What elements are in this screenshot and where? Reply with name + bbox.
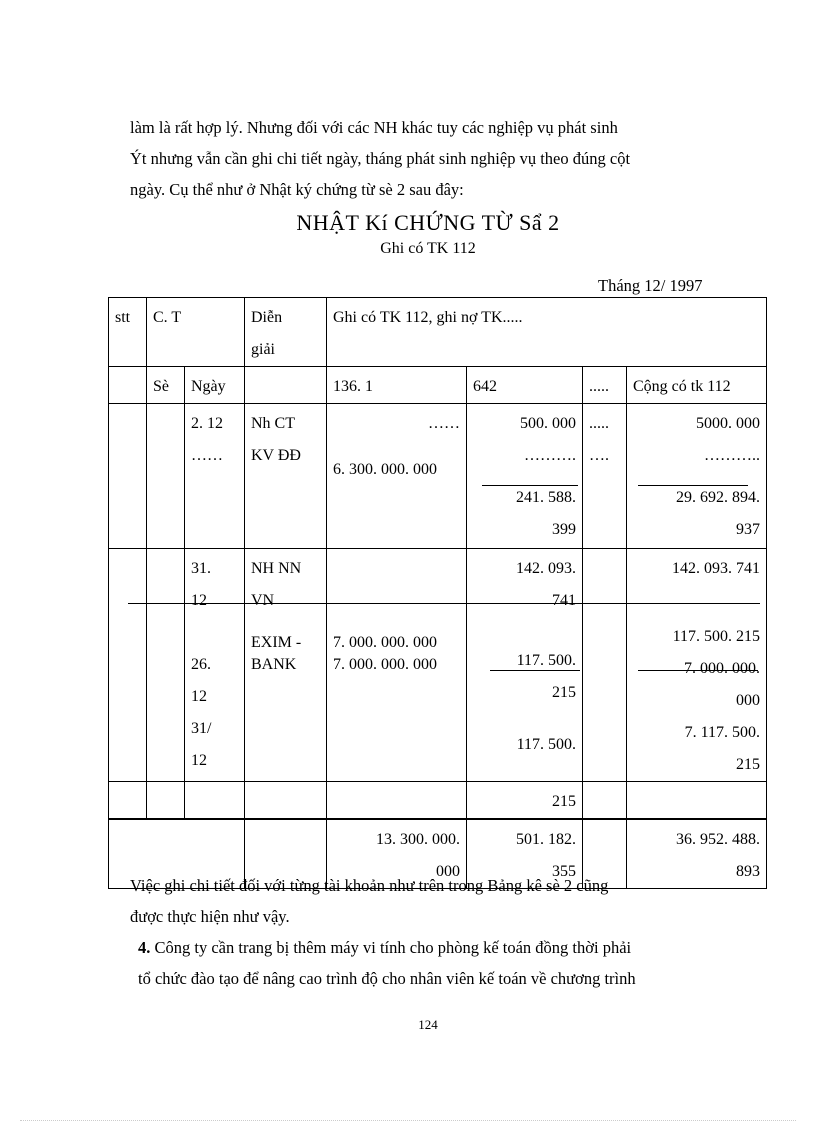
subtotal-line-642 bbox=[482, 485, 578, 486]
row1-642-b: ………. bbox=[524, 447, 576, 464]
row3-642 bbox=[467, 617, 583, 782]
row2-ngay bbox=[185, 549, 245, 618]
total-cong-a: 36. 952. 488. bbox=[676, 831, 760, 848]
row1-136-1-a: …… bbox=[428, 415, 460, 432]
row3-cong-a: 117. 500. 215 bbox=[672, 628, 760, 645]
row1-642-c: 241. 588. bbox=[516, 489, 576, 506]
row1-642-a: 500. 000 bbox=[520, 415, 576, 432]
row1-cong-b: ……….. bbox=[704, 447, 760, 464]
total-642-a: 501. 182. bbox=[516, 831, 576, 848]
row3-cong-e: 215 bbox=[736, 756, 760, 773]
subtotal-line-exim-642 bbox=[490, 670, 580, 671]
row3-642-a: 117. 500. bbox=[516, 652, 576, 669]
header-ct: C. T bbox=[147, 298, 245, 367]
row3-cong bbox=[627, 617, 767, 782]
header-giai: giải bbox=[251, 341, 275, 358]
row1-cong-c: 29. 692. 894. bbox=[676, 489, 760, 506]
row3-ngay bbox=[185, 617, 245, 782]
row2-642-b: 741 bbox=[552, 592, 576, 609]
header-dien-giai bbox=[245, 298, 327, 367]
intro-paragraph bbox=[130, 112, 718, 205]
total-cong-b: 893 bbox=[736, 863, 760, 880]
row2-642-a: 142. 093. bbox=[516, 560, 576, 577]
header-ghi-co: Ghi có TK 112, ghi nợ TK..... bbox=[327, 298, 767, 367]
row3-642-d: 215 bbox=[552, 793, 576, 810]
row1-dien-giai bbox=[245, 404, 327, 549]
row3-136-1-b: 7. 000. 000. 000 bbox=[333, 656, 437, 673]
row3-ngay-3: 31/ bbox=[191, 720, 212, 737]
row-nhct bbox=[109, 404, 767, 549]
row3-136-1 bbox=[327, 617, 467, 782]
row-exim bbox=[109, 617, 767, 782]
row3-136-1-a: 7. 000. 000. 000 bbox=[333, 634, 437, 651]
total-642-b: 355 bbox=[552, 863, 576, 880]
header-642: 642 bbox=[467, 367, 583, 404]
header-row-2 bbox=[109, 367, 767, 404]
row3-cong-b: 7. 000. 000. bbox=[684, 660, 760, 677]
total-136-1-b: 000 bbox=[436, 863, 460, 880]
row2-dien-giai bbox=[245, 549, 327, 618]
row-nhnn bbox=[109, 549, 767, 618]
intro-line-3: ngày. Cụ thể như ở Nhật ký chứng từ sè 2 sau đây: bbox=[130, 180, 464, 199]
subtotal-line-exim-cong bbox=[638, 670, 758, 671]
row3-642-c: 117. 500. bbox=[516, 736, 576, 753]
total-136-1-a: 13. 300. 000. bbox=[376, 831, 460, 848]
after-line-1: Việc ghi chi tiết đối với từng tài khoản như trên trong Bảng kê sè 2 cũng bbox=[130, 876, 609, 895]
row3-642-b: 215 bbox=[552, 684, 576, 701]
after-paragraph bbox=[130, 870, 718, 994]
row1-136-1 bbox=[327, 404, 467, 549]
page-number: 124 bbox=[418, 1017, 438, 1032]
after-line-2: được thực hiện như vậy. bbox=[130, 907, 290, 926]
row1-642-d: 399 bbox=[552, 521, 576, 538]
page-bottom-rule bbox=[20, 1120, 796, 1121]
row3-cong-c: 000 bbox=[736, 692, 760, 709]
row3-ngay-2: 12 bbox=[191, 688, 207, 705]
row1-dots-b: …. bbox=[589, 447, 609, 464]
row2-ngay-1: 31. bbox=[191, 560, 211, 577]
row3-dien-giai bbox=[245, 617, 327, 782]
row-extra bbox=[109, 782, 767, 820]
row3-dien-2: BANK bbox=[251, 656, 297, 673]
row-extra-642 bbox=[467, 782, 583, 820]
row1-ngay bbox=[185, 404, 245, 549]
row2-642 bbox=[467, 549, 583, 618]
document-title: NHẬT Kí CHỨNG TỪ Sẩ 2 bbox=[296, 210, 560, 235]
header-dien: Diễn bbox=[251, 309, 283, 326]
after-line-4: tổ chức đào tạo để nâng cao trình độ cho nhân viên kế toán về chương trình bbox=[138, 969, 636, 988]
header-cong-co: Cộng có tk 112 bbox=[627, 367, 767, 404]
row1-cong-a: 5000. 000 bbox=[696, 415, 760, 432]
row2-cong bbox=[627, 549, 767, 618]
row1-dien-1: Nh CT bbox=[251, 415, 295, 432]
divider-line bbox=[128, 603, 760, 604]
row1-dots bbox=[583, 404, 627, 549]
row2-cong-a: 142. 093. 741 bbox=[672, 560, 760, 577]
row1-dien-2: KV ĐĐ bbox=[251, 447, 301, 464]
row3-cong-d: 7. 117. 500. bbox=[684, 724, 760, 741]
row2-dien-2: VN bbox=[251, 592, 275, 609]
header-ngay: Ngày bbox=[185, 367, 245, 404]
header-stt: stt bbox=[109, 298, 147, 367]
journal-table bbox=[108, 297, 767, 889]
subtotal-line-cong bbox=[638, 485, 748, 486]
row1-642 bbox=[467, 404, 583, 549]
row3-ngay-4: 12 bbox=[191, 752, 207, 769]
intro-line-1: làm là rất hợp lý. Nhưng đối với các NH khác tuy các nghiệp vụ phát sinh bbox=[130, 118, 618, 137]
row2-dien-1: NH NN bbox=[251, 560, 302, 577]
header-136-1: 136. 1 bbox=[327, 367, 467, 404]
header-row-1 bbox=[109, 298, 767, 367]
item-number: 4. bbox=[138, 938, 151, 957]
row1-cong-d: 937 bbox=[736, 521, 760, 538]
document-subtitle: Ghi có TK 112 bbox=[380, 240, 476, 257]
row3-ngay-1: 26. bbox=[191, 656, 211, 673]
intro-line-2: Ýt nhưng vẫn cần ghi chi tiết ngày, tháng phát sinh nghiệp vụ theo đúng cột bbox=[130, 149, 631, 168]
header-se: Sè bbox=[147, 367, 185, 404]
row1-ngay-1: 2. 12 bbox=[191, 415, 223, 432]
row3-dien-1: EXIM - bbox=[251, 634, 302, 651]
row2-ngay-2: 12 bbox=[191, 592, 207, 609]
row1-cong bbox=[627, 404, 767, 549]
after-line-3: 4. Công ty cần trang bị thêm máy vi tính cho phòng kế toán đồng thời phải bbox=[138, 938, 632, 957]
month-label: Tháng 12/ 1997 bbox=[598, 276, 703, 295]
header-dots: ..... bbox=[583, 367, 627, 404]
row1-136-1-b: 6. 300. 000. 000 bbox=[333, 461, 437, 478]
row1-dots-a: ..... bbox=[589, 415, 609, 432]
row1-ngay-2: …… bbox=[191, 447, 223, 464]
